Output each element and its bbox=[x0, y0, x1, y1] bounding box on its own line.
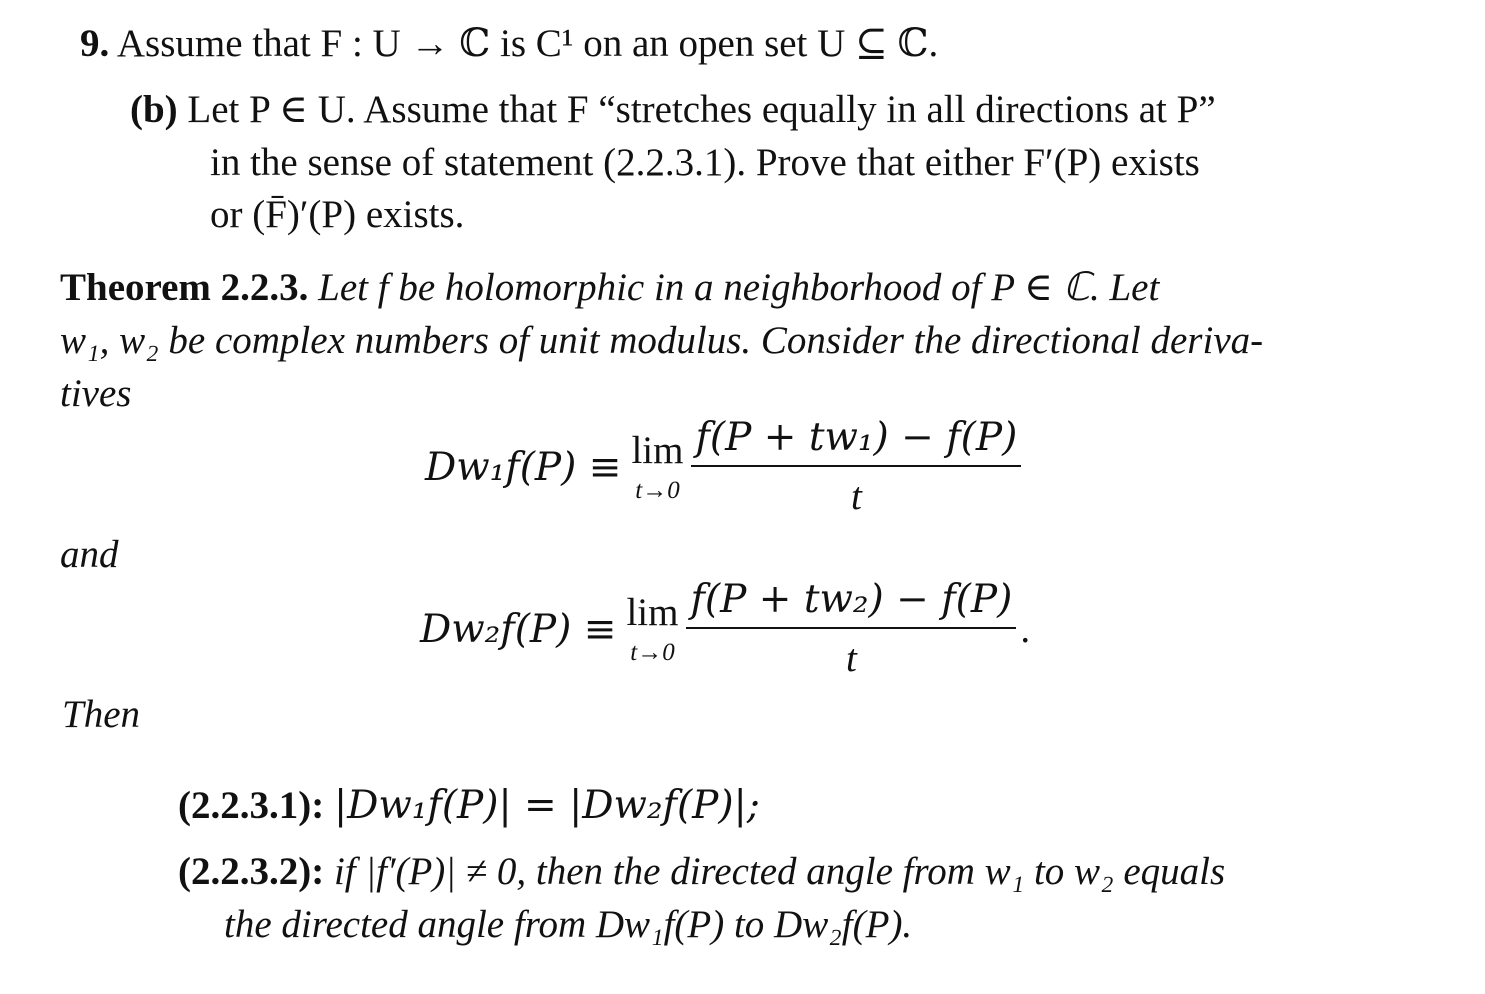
formula-1-denominator: t bbox=[850, 475, 862, 518]
part-label: (b) bbox=[130, 88, 178, 131]
theorem-line-1 bbox=[60, 268, 1159, 307]
theorem-line-2: w₁, w₂ be complex numbers of unit modulus. Consider the directional deriva- bbox=[60, 319, 1264, 362]
exercise-part-b bbox=[130, 90, 1216, 129]
formula-1-limit bbox=[631, 431, 683, 503]
theorem-label: Theorem 2.2.3. bbox=[60, 266, 309, 309]
formula-1-lhs: Dw₁f(P) ≡ bbox=[425, 444, 622, 490]
formula-1-lim: lim bbox=[631, 429, 684, 472]
part-line-2: in the sense of statement (2.2.3.1). Prove that either F′(P) exists bbox=[210, 141, 1200, 184]
and-text: and bbox=[60, 533, 119, 576]
part-line-1: Let P ∈ U. Assume that F “stretches equally in all directions at P” bbox=[187, 88, 1216, 131]
formula-1-lim-sub: t→0 bbox=[635, 477, 680, 504]
exercise-stem-text: Assume that F : U → ℂ is C¹ on an open set U ⊆ ℂ. bbox=[116, 22, 939, 65]
part-line-3: or (F̄)′(P) exists. bbox=[210, 193, 465, 236]
formula-2-numerator: f(P + tw₂) − f(P) bbox=[686, 580, 1016, 629]
statement-2-text: if |f′(P)| ≠ 0, then the directed angle from w₁ to w₂ equals bbox=[333, 850, 1226, 893]
statement-1-label: (2.2.3.1): bbox=[178, 784, 325, 827]
exercise-stem bbox=[80, 24, 938, 63]
formula-directional-derivative-2 bbox=[420, 577, 1031, 680]
formula-2-denominator: t bbox=[845, 637, 857, 680]
formula-2-lim-sub: t→0 bbox=[630, 639, 675, 666]
statement-1 bbox=[178, 783, 760, 828]
formula-2-lhs: Dw₂f(P) ≡ bbox=[420, 606, 617, 652]
formula-1-numerator: f(P + tw₁) − f(P) bbox=[691, 418, 1021, 467]
theorem-line-3: tives bbox=[60, 372, 132, 415]
statement-2-continued: the directed angle from Dw₁f(P) to Dw₂f(P). bbox=[224, 903, 913, 946]
formula-2-limit bbox=[626, 593, 678, 665]
statement-2-label: (2.2.3.2): bbox=[178, 850, 325, 893]
formula-2-lim: lim bbox=[626, 591, 679, 634]
theorem-line-1-text: Let f be holomorphic in a neighborhood of P ∈ ℂ. Let bbox=[318, 266, 1160, 309]
then-text: Then bbox=[62, 693, 140, 736]
formula-1-fraction bbox=[691, 415, 1021, 518]
statement-1-text: |Dw₁f(P)| = |Dw₂f(P)|; bbox=[333, 783, 760, 828]
formula-directional-derivative-1 bbox=[425, 415, 1021, 518]
formula-2-end: . bbox=[1020, 607, 1031, 651]
statement-2 bbox=[178, 852, 1225, 891]
exercise-number: 9. bbox=[80, 22, 110, 65]
formula-2-fraction bbox=[686, 577, 1016, 680]
